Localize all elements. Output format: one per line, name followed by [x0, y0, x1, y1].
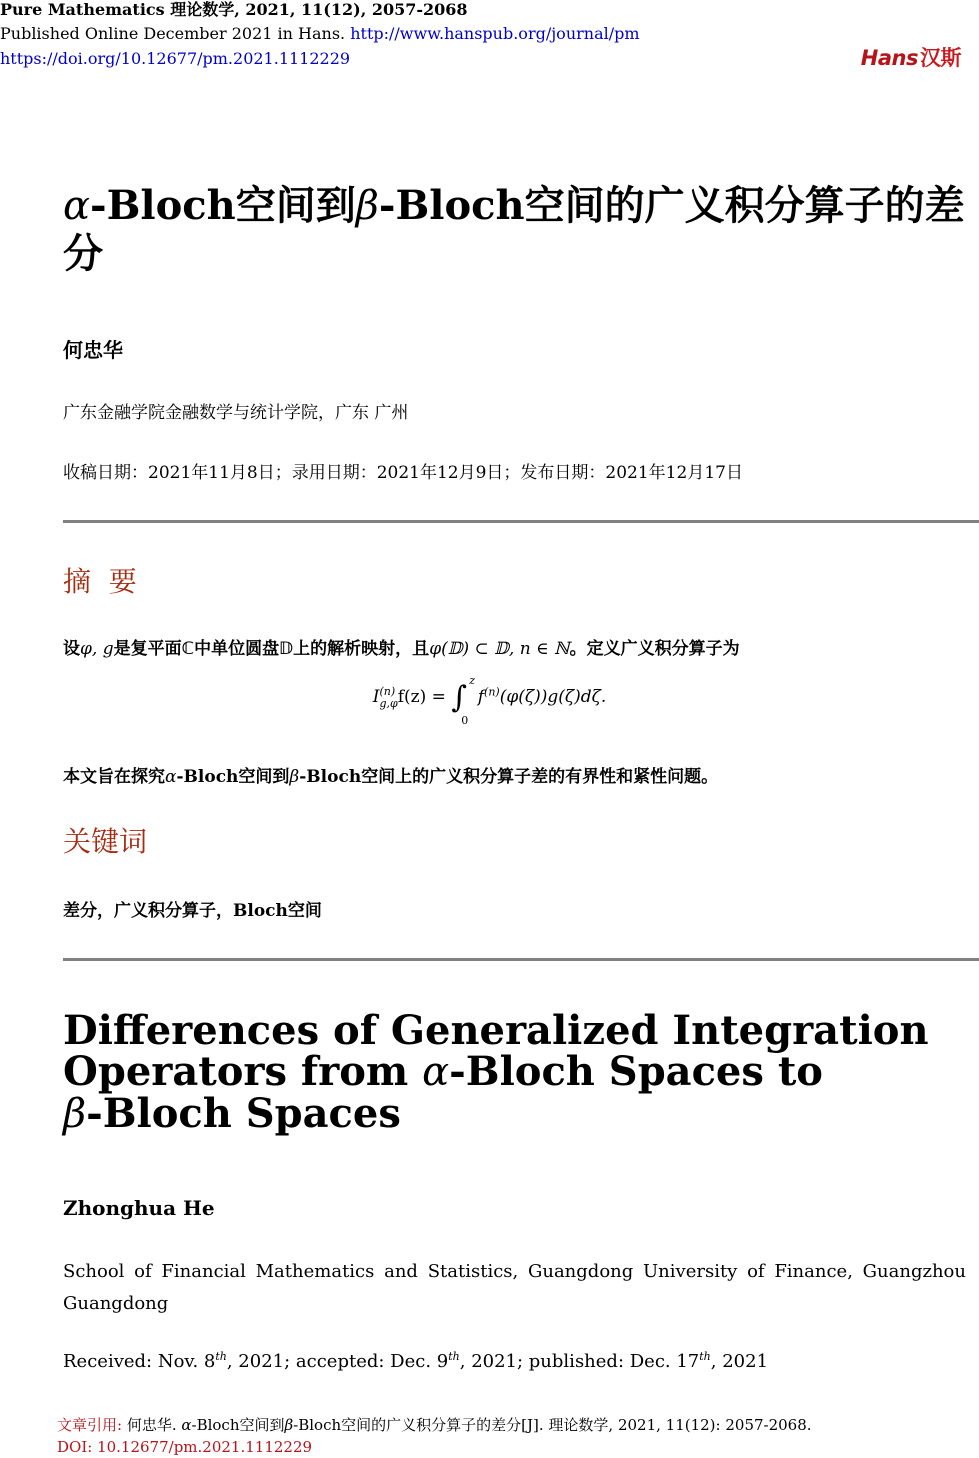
title-en-line1: Differences of Generalized Integration: [63, 1007, 929, 1054]
formula-rhs-rest: (φ(ζ))g(ζ)dζ.: [499, 687, 607, 707]
title-en-l2a: Operators from: [63, 1048, 423, 1095]
title-beta: β: [355, 183, 379, 229]
divider-bottom: [63, 958, 979, 961]
logo-text: Hans: [860, 46, 918, 70]
formula-lhs-sub: g,φ: [379, 696, 398, 710]
title-en-line3: [63, 1090, 968, 1137]
s2-e: 空间上的广义积分算子差的有界性和紧性问题。: [361, 767, 719, 787]
citation: [57, 1414, 812, 1458]
dates-cn: 收稿日期：2021年11月8日；录用日期：2021年12月9日；发布日期：2021年12月17日: [63, 463, 743, 483]
recv-sup2: th: [448, 1350, 460, 1363]
s2-d: -Bloch: [299, 767, 362, 787]
title-alpha: α: [63, 183, 91, 229]
keywords-heading: 关键词: [63, 825, 148, 858]
title-en-alpha: α: [422, 1049, 450, 1095]
s1-a: 设: [63, 639, 80, 659]
title-en-l3: -Bloch Spaces: [86, 1090, 401, 1137]
integral-sign: ∫ z 0: [451, 674, 476, 727]
title-part1: -Bloch空间到: [90, 182, 356, 229]
recv-d: , 2021: [710, 1351, 769, 1372]
divider-top: [63, 520, 979, 523]
s2-a: 本文旨在探究: [63, 767, 165, 787]
journal-line: Pure Mathematics 理论数学, 2021, 11(12), 2057-2068: [0, 0, 468, 19]
citation-line: [57, 1414, 812, 1436]
s1-b: φ, g: [80, 639, 114, 659]
recv-c: , 2021; published: Dec. 17: [459, 1351, 700, 1372]
formula-rhs-sup: (n): [484, 685, 500, 699]
s2-alpha: α: [165, 767, 177, 787]
citation-label: 文章引用:: [57, 1416, 123, 1434]
citation-doi[interactable]: DOI: 10.12677/pm.2021.1112229: [57, 1438, 313, 1456]
logo-cn: 汉斯: [920, 46, 961, 70]
title-en: [63, 1007, 968, 1137]
author-cn: 何忠华: [63, 338, 123, 362]
hans-logo: [861, 42, 961, 72]
formula-lhs-sup: (n): [379, 684, 396, 698]
kw-c: 空间: [287, 901, 322, 921]
kw-b: Bloch: [233, 901, 288, 921]
affiliation-cn: 广东金融学院金融数学与统计学院，广东 广州: [63, 403, 409, 423]
integral-formula: [0, 674, 979, 727]
title-en-l2b: -Bloch Spaces to: [449, 1048, 823, 1095]
title-part2: -Bloch空间的广义积分算子的差分: [63, 182, 965, 277]
formula-lhs-rest: f(z) =: [397, 687, 452, 707]
title-en-beta: β: [63, 1091, 87, 1137]
formula-rhs-f: f: [477, 687, 485, 707]
s2-b: -Bloch: [176, 767, 239, 787]
keywords-line: [63, 896, 322, 921]
citation-alpha: α: [181, 1416, 192, 1434]
citation-c: -Bloch空间的广义积分算子的差分[J]. 理论数学, 2021, 11(12): 2057-2068.: [293, 1416, 812, 1434]
received-line: [63, 1350, 768, 1372]
published-line: [0, 24, 640, 44]
recv-sup3: th: [699, 1350, 711, 1363]
published-text: Published Online December 2021 in Hans.: [0, 24, 346, 43]
journal-url-link[interactable]: http://www.hanspub.org/journal/pm: [350, 24, 640, 43]
s1-c: 是复平面ℂ中单位圆盘𝔻上的解析映射，且: [113, 639, 430, 659]
abstract-sentence-1: [63, 634, 740, 659]
title-cn: [63, 182, 968, 278]
abstract-sentence-2: [63, 762, 718, 787]
s2-c: 空间到: [238, 767, 290, 787]
s1-e: 。定义广义积分算子为: [569, 639, 740, 659]
citation-beta: β: [284, 1416, 294, 1434]
title-en-line2: [63, 1048, 968, 1095]
kw-a: 差分，广义积分算子，: [63, 901, 233, 921]
s2-beta: β: [289, 767, 300, 787]
formula-lhs: I: [372, 687, 380, 707]
citation-b: -Bloch空间到: [191, 1416, 285, 1434]
recv-sup1: th: [215, 1350, 227, 1363]
abstract-heading: 摘 要: [63, 565, 137, 598]
int-upper: z: [469, 674, 476, 687]
int-lower: 0: [461, 714, 469, 727]
affiliation-en: School of Financial Mathematics and Statistics, Guangdong University of Finance, Guangzhou Guangdong: [63, 1261, 966, 1314]
citation-a: 何忠华.: [122, 1416, 182, 1434]
recv-b: , 2021; accepted: Dec. 9: [226, 1351, 449, 1372]
doi-url-link[interactable]: https://doi.org/10.12677/pm.2021.1112229: [0, 49, 351, 68]
author-en: Zhonghua He: [63, 1196, 215, 1220]
s1-d: φ(𝔻) ⊂ 𝔻, n ∈ ℕ: [429, 639, 570, 659]
recv-a: Received: Nov. 8: [63, 1351, 216, 1372]
